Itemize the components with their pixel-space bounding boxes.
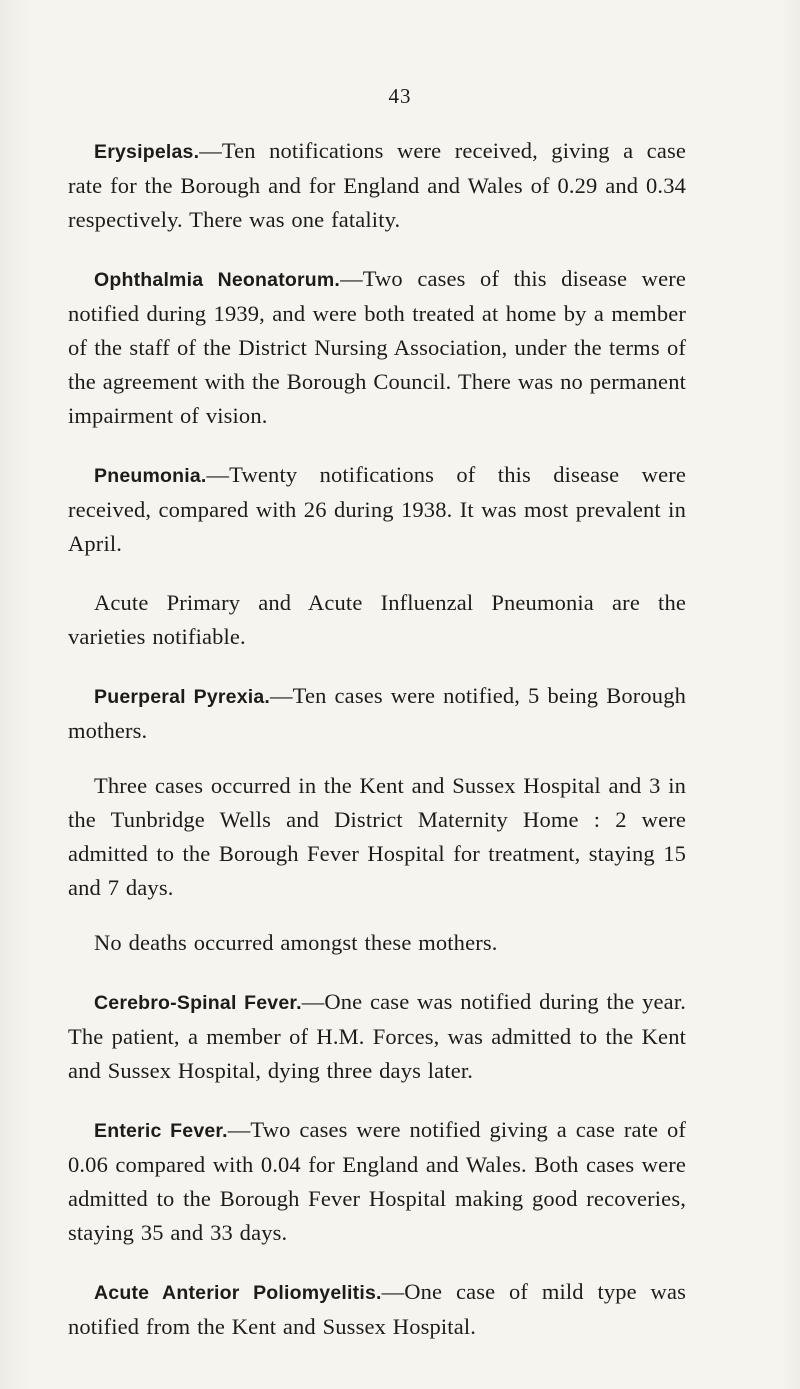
section-heading: Ophthalmia Neonatorum. [94, 269, 341, 291]
paragraph-text: Acute Primary and Acute Influenzal Pneumonia are the varieties notifiable. [68, 590, 686, 649]
paragraph-text: Three cases occurred in the Kent and Sussex Hospital and 3 in the Tunbridge Wells and District Maternity Home : 2 were admitted to the Borough Fever Hospital for treatment, staying 15 and 7 days. [68, 773, 686, 900]
section-heading: Erysipelas. [94, 141, 200, 163]
section-heading: Enteric Fever. [94, 1120, 228, 1142]
paragraph-ophthalmia-neonatorum [68, 262, 686, 433]
paragraph-puerperal-pyrexia [68, 679, 686, 748]
section-heading: Cerebro-Spinal Fever. [94, 992, 302, 1014]
paragraph-no-deaths [68, 926, 686, 960]
paragraph-pneumonia [68, 458, 686, 561]
paragraph-text: —One case of mild type was notified from the Kent and Sussex Hospital. [68, 1279, 686, 1339]
paragraph-text: No deaths occurred amongst these mothers. [94, 930, 498, 955]
section-heading: Acute Anterior Poliomyelitis. [94, 1282, 382, 1304]
body-text [68, 134, 686, 1344]
paragraph-text: —One case was notified during the year. The patient, a member of H.M. Forces, was admitted to the Kent and Sussex Hospital, dying three days later. [68, 989, 686, 1083]
paragraph-cerebro-spinal-fever [68, 985, 686, 1088]
paragraph-puerperal-cases [68, 769, 686, 905]
paragraph-text: —Two cases were notified giving a case rate of 0.06 compared with 0.04 for England and Wales. Both cases were admitted to the Borough Fever Hospital making good recoveries, staying 35 and 33 days. [68, 1117, 687, 1245]
paragraph-text: —Ten notifications were received, giving a case rate for the Borough and for England and Wales of 0.29 and 0.34 respectively. There was one fatality. [68, 138, 686, 232]
paragraph-text: —Two cases of this disease were notified during 1939, and were both treated at home by a member of the staff of the District Nursing Association, under the terms of the agreement with the Borough Council. There was no permanent impairment of vision. [68, 266, 687, 428]
paragraph-poliomyelitis [68, 1275, 686, 1344]
paragraph-text: —Twenty notifications of this disease were received, compared with 26 during 1938. It was most prevalent in April. [68, 462, 686, 556]
paragraph-pneumonia-varieties [68, 586, 686, 654]
page-number: 43 [388, 84, 412, 108]
paragraph-erysipelas [68, 134, 686, 237]
section-heading: Pneumonia. [94, 465, 207, 487]
paragraph-enteric-fever [68, 1113, 686, 1250]
paragraph-text: —Ten cases were notified, 5 being Borough mothers. [68, 683, 687, 743]
section-heading: Puerperal Pyrexia. [94, 686, 271, 708]
